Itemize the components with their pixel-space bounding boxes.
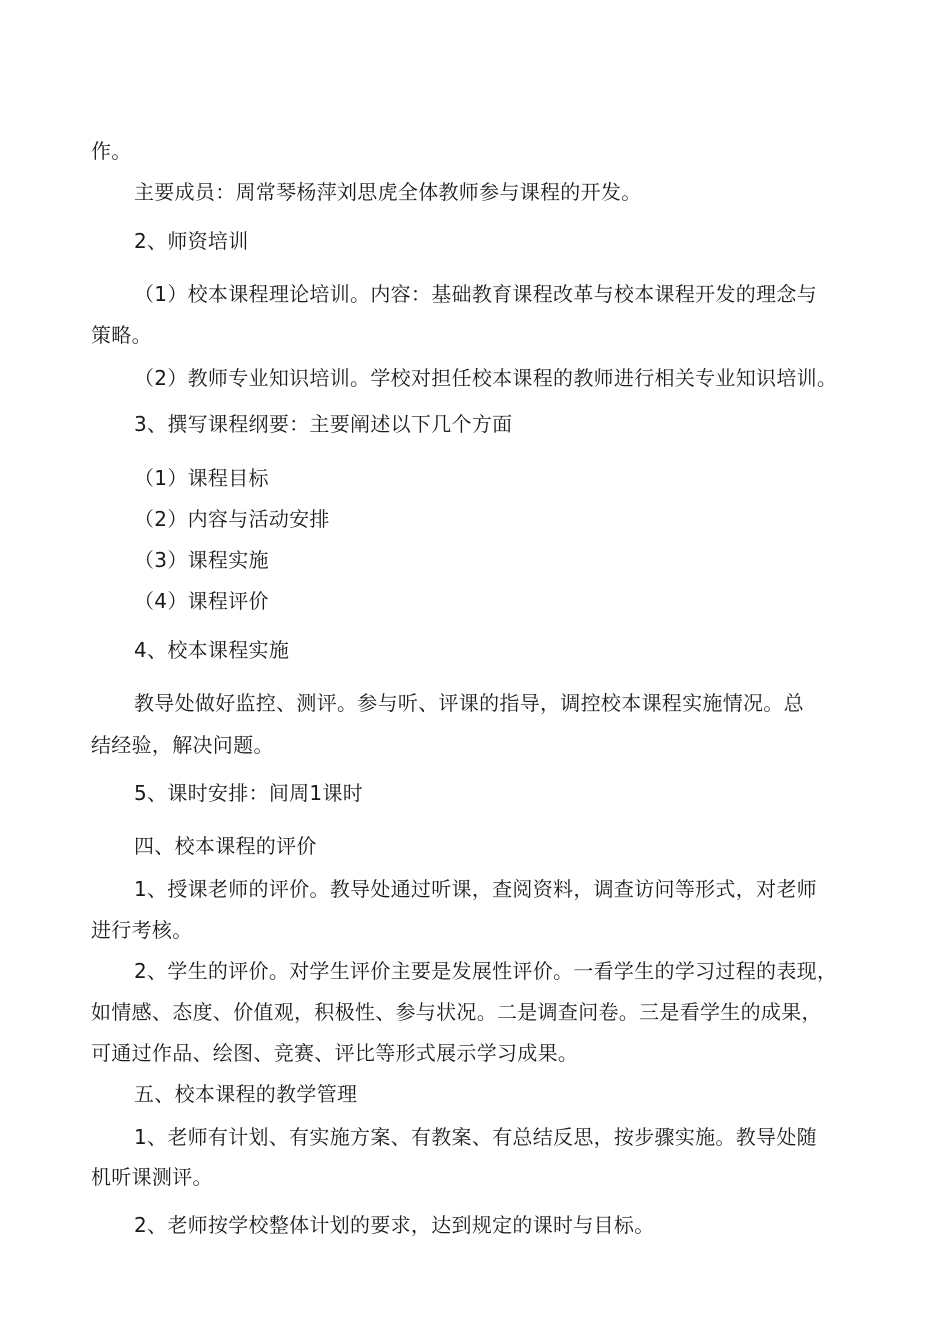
section-heading: 4、校本课程实施: [134, 638, 290, 662]
text-line: 机听课测评。: [91, 1165, 213, 1189]
section-heading: 5、课时安排：间周1课时: [134, 781, 364, 805]
text-line: 主要成员：周常琴杨萍刘思虎全体教师参与课程的开发。: [134, 180, 642, 204]
list-item: （3）课程实施: [134, 548, 269, 572]
list-item: （4）课程评价: [134, 589, 269, 613]
text-line: （1）校本课程理论培训。内容：基础教育课程改革与校本课程开发的理念与: [134, 282, 817, 306]
text-line: 2、学生的评价。对学生评价主要是发展性评价。一看学生的学习过程的表现，: [134, 959, 838, 983]
text-line: 1、授课老师的评价。教导处通过听课，查阅资料，调查访问等形式，对老师: [134, 877, 817, 901]
text-line: 进行考核。: [91, 918, 193, 942]
text-line: （2）教师专业知识培训。学校对担任校本课程的教师进行相关专业知识培训。: [134, 366, 838, 390]
text-line: 1、老师有计划、有实施方案、有教案、有总结反思，按步骤实施。教导处随: [134, 1125, 817, 1149]
text-line: 作。: [91, 139, 132, 163]
text-line: 结经验，解决问题。: [91, 733, 274, 757]
section-heading: 2、师资培训: [134, 229, 249, 253]
text-line: 教导处做好监控、测评。参与听、评课的指导，调控校本课程实施情况。总: [134, 691, 804, 715]
text-line: 2、老师按学校整体计划的要求，达到规定的课时与目标。: [134, 1213, 655, 1237]
section-heading: 四、校本课程的评价: [134, 834, 317, 858]
list-item: （2）内容与活动安排: [134, 507, 330, 531]
section-heading: 3、撰写课程纲要：主要阐述以下几个方面: [134, 412, 513, 436]
text-line: 可通过作品、绘图、竞赛、评比等形式展示学习成果。: [91, 1041, 579, 1065]
section-heading: 五、校本课程的教学管理: [134, 1082, 358, 1106]
text-line: 如情感、态度、价值观，积极性、参与状况。二是调查问卷。三是看学生的成果，: [91, 1000, 822, 1024]
text-line: 策略。: [91, 323, 152, 347]
list-item: （1）课程目标: [134, 466, 269, 490]
